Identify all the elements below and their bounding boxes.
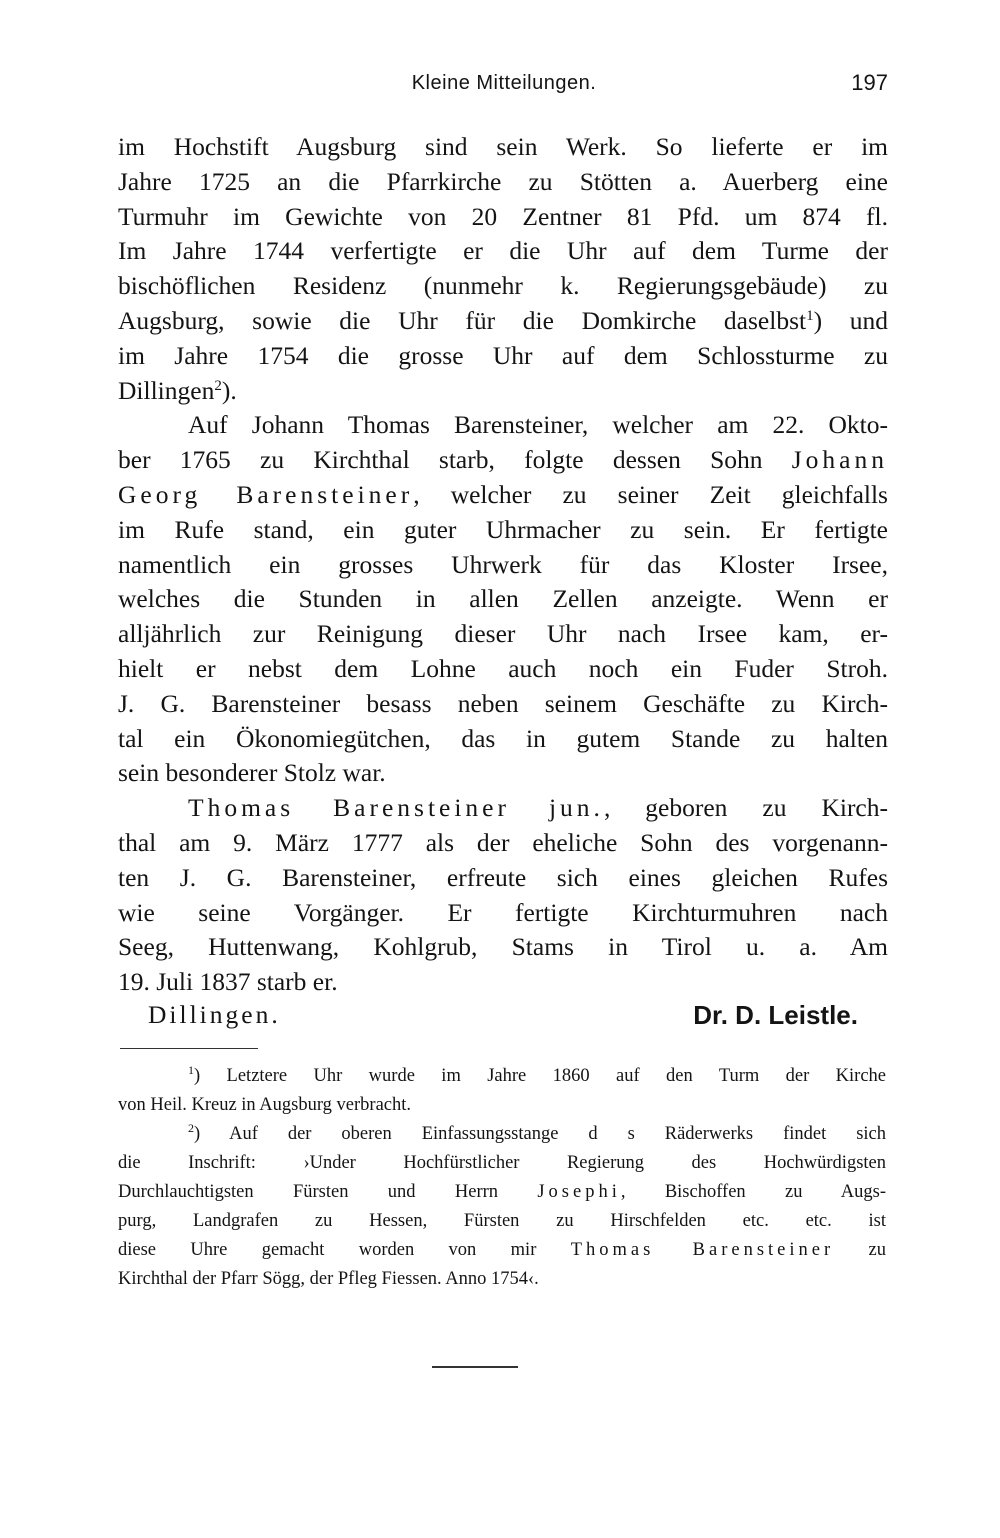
footnote-mark: 2	[188, 1121, 194, 1135]
footnote-line	[118, 1062, 886, 1091]
header-title: Kleine Mitteilungen.	[411, 72, 597, 94]
page-number: 197	[851, 70, 888, 95]
text-segment: Augsburg, sowie die Uhr für die Domkirche daselbst	[118, 305, 807, 335]
text-segment: ber 1765 zu Kirchthal starb, folgte dessen Sohn	[118, 445, 792, 475]
text-line: J. G. Barensteiner besass neben seinem Geschäfte zu Kirch-	[118, 688, 888, 718]
text-line: namentlich ein grosses Uhrwerk für das Kloster Irsee,	[118, 549, 888, 579]
spaced-name: Josephi	[537, 1182, 621, 1202]
text-line: wie seine Vorgänger. Er fertigte Kirchturmuhren nach	[118, 897, 888, 927]
footnote-line: die Inschrift: ›Under Hochfürstlicher Regierung des Hochwürdigsten	[118, 1153, 886, 1173]
text-segment: ) Letztere Uhr wurde im Jahre 1860 auf den Turm der Kirche	[194, 1066, 886, 1086]
text-line	[118, 443, 888, 478]
footnote-line: Kirchthal der Pfarr Sögg, der Pfleg Fiessen. Anno 1754‹.	[118, 1269, 539, 1289]
text-line: im Jahre 1754 die grosse Uhr auf dem Schlossturme zu	[118, 340, 888, 370]
footnote-divider	[120, 1048, 258, 1049]
spaced-name: Johann	[791, 445, 888, 475]
text-line	[118, 374, 888, 409]
text-line: Seeg, Huttenwang, Kohlgrub, Stams in Tirol u. a. Am	[118, 932, 888, 962]
text-line: ten J. G. Barensteiner, erfreute sich eines gleichen Rufes	[118, 862, 888, 892]
text-segment: , welcher zu seiner Zeit gleichfalls	[413, 479, 888, 509]
text-line: alljährlich zur Reinigung dieser Uhr nach Irsee kam, er-	[118, 619, 888, 649]
footnote-line: von Heil. Kreuz in Augsburg verbracht.	[118, 1095, 412, 1115]
spaced-name: Thomas Barensteiner jun.	[188, 793, 604, 823]
footnote-line	[118, 1178, 886, 1207]
text-line: im Hochstift Augsburg sind sein Werk. So lieferte er im	[118, 132, 888, 161]
main-text	[118, 130, 888, 1000]
text-line: thal am 9. März 1777 als der eheliche Sohn des vorgenann-	[118, 827, 888, 857]
footnotes	[118, 1062, 886, 1294]
footnote-ref: 2	[214, 377, 222, 394]
spaced-name: Georg Barensteiner	[118, 479, 414, 509]
text-line: im Rufe stand, ein guter Uhrmacher zu sein. Er fertigte	[118, 514, 888, 544]
text-segment: ) und	[813, 305, 888, 335]
text-line	[118, 304, 888, 339]
text-line	[118, 478, 888, 513]
text-line	[118, 791, 888, 826]
text-segment: ).	[221, 375, 237, 405]
text-line: hielt er nebst dem Lohne auch noch ein Fuder Stroh.	[118, 653, 888, 683]
footnote-ref: 1	[806, 307, 814, 324]
text-line: sein besonderer Stolz war.	[118, 758, 386, 788]
signature-author: Dr. D. Leistle.	[693, 1000, 858, 1030]
text-segment: Durchlauchtigsten Fürsten und Herrn	[118, 1182, 538, 1202]
footnote-line	[118, 1120, 886, 1149]
footnote-line	[118, 1236, 886, 1265]
running-header	[120, 72, 888, 102]
text-line: Im Jahre 1744 verfertigte er die Uhr auf dem Turme der	[118, 236, 888, 266]
end-rule	[432, 1366, 518, 1368]
signature-line	[148, 1000, 888, 1036]
text-line: 19. Juli 1837 starb er.	[118, 967, 338, 997]
text-line: Jahre 1725 an die Pfarrkirche zu Stötten a. Auerberg eine	[118, 166, 888, 196]
text-line: Auf Johann Thomas Barensteiner, welcher am 22. Okto-	[188, 410, 888, 440]
text-line: welches die Stunden in allen Zellen anzeigte. Wenn er	[118, 584, 888, 614]
footnote-line: purg, Landgrafen zu Hessen, Fürsten zu Hirschfelden etc. etc. ist	[118, 1211, 886, 1231]
footnote-mark: 1	[188, 1063, 194, 1077]
signature-place: Dillingen.	[148, 1000, 281, 1029]
text-segment: zu	[834, 1240, 886, 1260]
text-segment: diese Uhre gemacht worden von mir	[118, 1240, 571, 1260]
text-segment: , geboren zu Kirch-	[603, 793, 888, 823]
text-segment: ) Auf der oberen Einfassungsstange d s Räderwerks findet sich	[194, 1124, 886, 1144]
text-line: tal ein Ökonomiegütchen, das in gutem Stande zu halten	[118, 723, 888, 753]
text-line: Turmuhr im Gewichte von 20 Zentner 81 Pfd. um 874 fl.	[118, 201, 888, 231]
spaced-name: Thomas Barensteiner	[570, 1240, 835, 1260]
text-line: bischöflichen Residenz (nunmehr k. Regierungsgebäude) zu	[118, 271, 888, 301]
text-segment: Dillingen	[118, 375, 215, 405]
text-segment: , Bischoffen zu Augs-	[620, 1182, 886, 1202]
